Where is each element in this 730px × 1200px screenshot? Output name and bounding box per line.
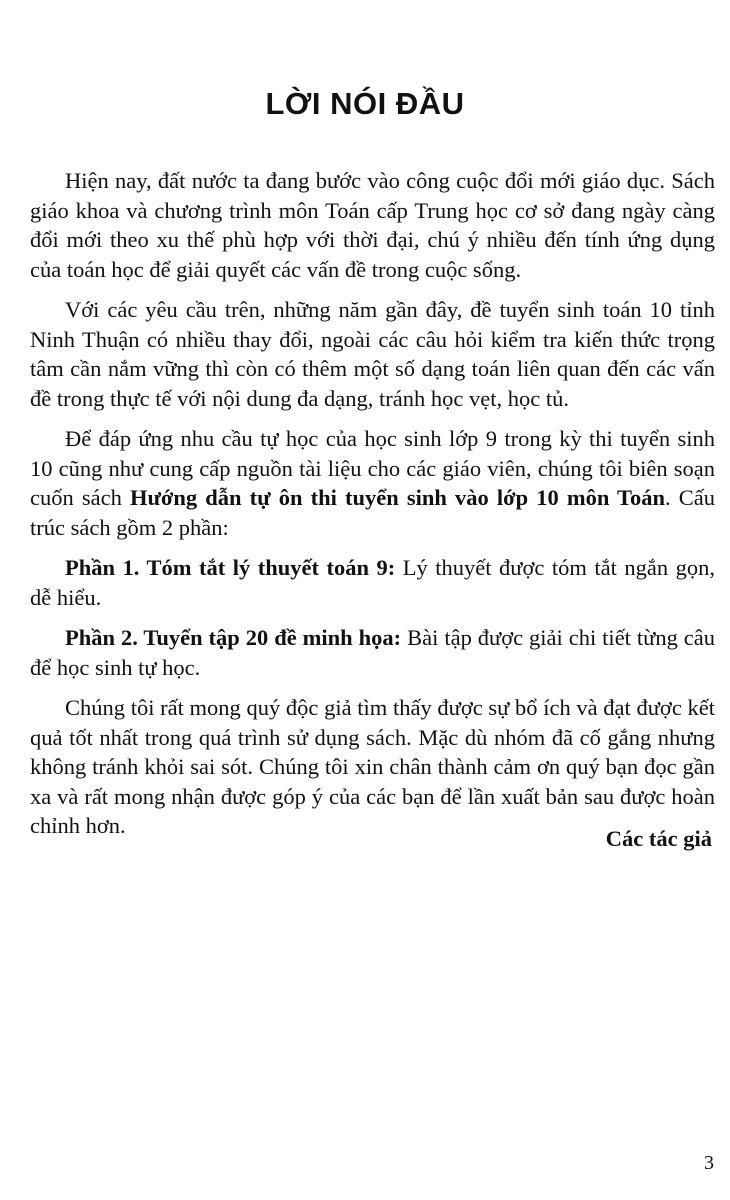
paragraph-requirements: Với các yêu cầu trên, những năm gần đây, đề tuyển sinh toán 10 tỉnh Ninh Thuận có nhiều thay đổi, ngoài các câu hỏi kiểm tra kiến thức trọng tâm cần nắm vững thì còn có thêm một số dạng toán liên quan đến các vấn đề trong thực tế với nội dung đa dạng, tránh học vẹt, học tủ. [30, 297, 715, 411]
part-1-heading: Phần 1. Tóm tắt lý thuyết toán 9: [65, 555, 396, 580]
signature: Các tác giả [605, 826, 712, 851]
preface-body [30, 166, 715, 852]
part-1-desc: Lý thuyết được tóm tắt ngắn gọn, dễ hiểu. [30, 555, 715, 610]
part-2-desc: Bài tập được giải chi tiết từng câu để học sinh tự học. [30, 625, 716, 680]
paragraph-part-1 [30, 553, 715, 612]
page-title: LỜI NÓI ĐẦU [265, 86, 465, 121]
paragraph-purpose [30, 424, 715, 542]
book-title: Hướng dẫn tự ôn thi tuyển sinh vào lớp 10 môn Toán [129, 485, 666, 510]
paragraph-intro: Hiện nay, đất nước ta đang bước vào công cuộc đổi mới giáo dục. Sách giáo khoa và chương trình môn Toán cấp Trung học cơ sở đang ngày càng đổi mới theo xu thế phù hợp với thời đại, chú ý nhiều đến tính ứng dụng của toán học để giải quyết các vấn đề trong cuộc sống. [30, 168, 715, 282]
page-number: 3 [704, 1152, 714, 1174]
paragraph-part-2 [30, 623, 715, 682]
purpose-text: Để đáp ứng nhu cầu tự học của học sinh lớp 9 trong kỳ thi tuyển sinh 10 cũng như cung cấp nguồn tài liệu cho các giáo viên, chúng tôi biên soạn cuốn sách [30, 426, 715, 510]
part-2-heading: Phần 2. Tuyển tập 20 đề minh họa: [65, 625, 402, 650]
purpose-text-end: . Cấu trúc sách gồm 2 phần: [30, 485, 716, 540]
paragraph-closing: Chúng tôi rất mong quý độc giả tìm thấy được sự bổ ích và đạt được kết quả tốt nhất trong quá trình sử dụng sách. Mặc dù nhóm đã cố gắng nhưng không tránh khỏi sai sót. Chúng tôi xin chân thành cảm ơn quý bạn đọc gần xa và rất mong nhận được góp ý của các bạn để lần xuất bản sau được hoàn chỉnh hơn. [30, 695, 715, 838]
